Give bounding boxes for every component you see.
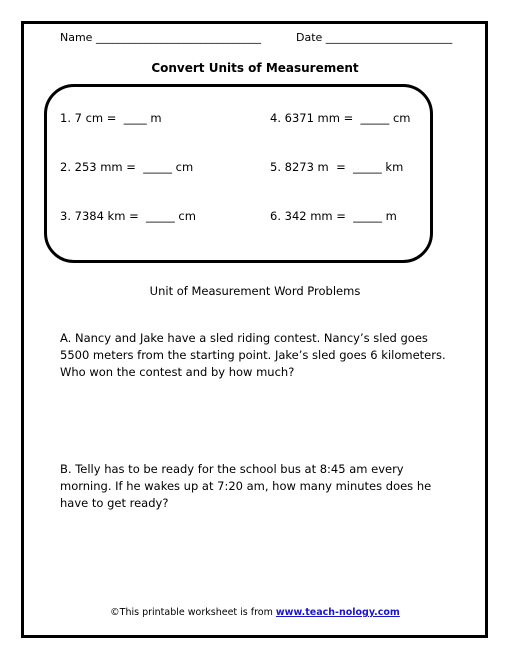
word-problem-a: A. Nancy and Jake have a sled riding contest. Nancy’s sled goes 5500 meters from the starting point. Jake’s sled goes 6 kilometers. Who won the contest and by how much? — [60, 331, 446, 379]
footer — [0, 607, 510, 618]
footer-text: ©This printable worksheet is from — [110, 607, 276, 618]
problem-5: 5. 8273 m = _____ km — [270, 160, 404, 174]
footer-link[interactable]: www.teach-nology.com — [275, 607, 400, 618]
date-field-line: Date _______________________ — [296, 31, 453, 44]
problem-3: 3. 7384 km = _____ cm — [60, 209, 196, 223]
problem-1: 1. 7 cm = ____ m — [60, 111, 162, 125]
word-problems-heading: Unit of Measurement Word Problems — [149, 284, 361, 298]
problem-6: 6. 342 mm = _____ m — [270, 209, 397, 223]
worksheet-title: Convert Units of Measurement — [151, 61, 359, 75]
problem-4: 4. 6371 mm = _____ cm — [270, 111, 411, 125]
word-problem-b: B. Telly has to be ready for the school bus at 8:45 am every morning. If he wakes up at 7:20 am, how many minutes does he have to get ready? — [60, 462, 432, 510]
name-field-line: Name ______________________________ — [60, 31, 261, 44]
problem-2: 2. 253 mm = _____ cm — [60, 160, 194, 174]
